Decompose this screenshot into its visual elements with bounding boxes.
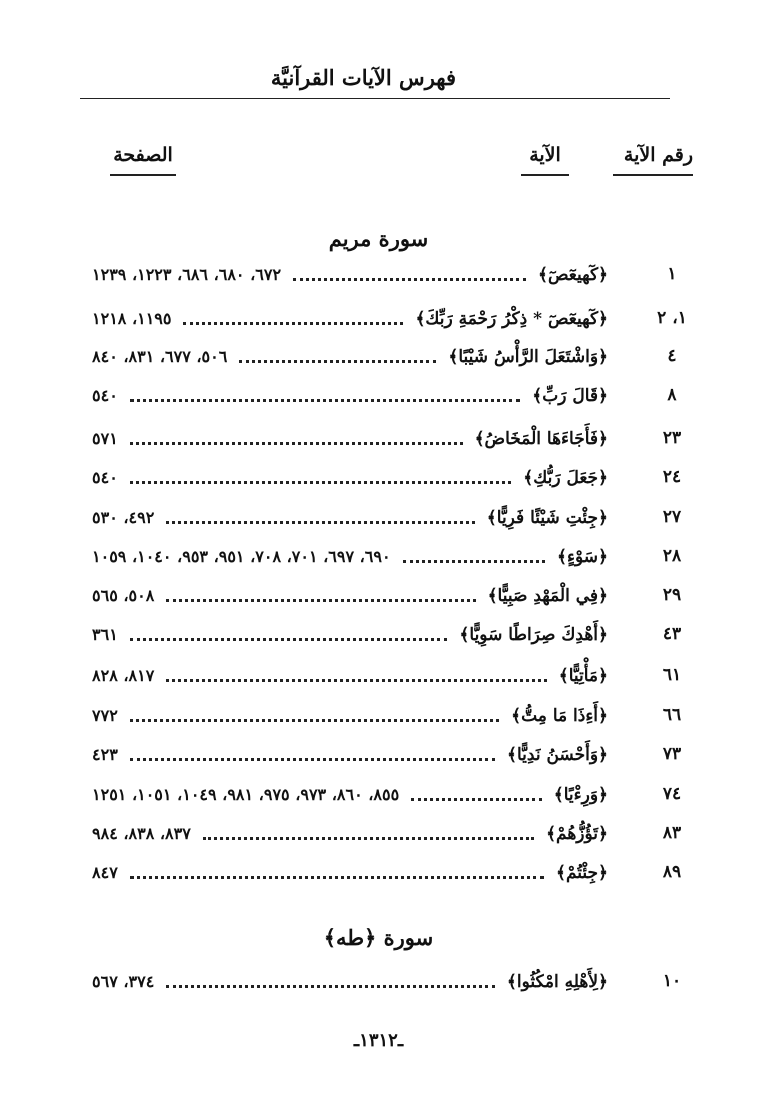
page-references: ٥٧١ [92, 428, 118, 448]
ayah-text: ﴿كٓهيعٓصٓ * ذِكْرُ رَحْمَةِ رَبِّكَ﴾ [415, 308, 608, 329]
index-entry [92, 462, 692, 492]
ayah-text: ﴿قَالَ رَبِّ﴾ [532, 385, 608, 406]
ayah-number: ٦٦ [662, 705, 682, 725]
dot-leader [183, 322, 403, 325]
dot-leader [130, 638, 448, 641]
page-references: ٨١٧، ٨٢٨ [92, 665, 155, 685]
index-entry [92, 818, 692, 848]
index-entry [92, 541, 692, 571]
ayah-number: ١٠ [662, 971, 682, 991]
ayah-text: ﴿لِأَهْلِهِ امْكُثُوا﴾ [506, 971, 608, 992]
index-entry [92, 303, 692, 333]
page-references: ٤٢٣ [92, 744, 118, 764]
page-references: ٥٤٠ [92, 385, 118, 405]
ayah-text: ﴿فِي الْمَهْدِ صَبِيًّا﴾ [487, 585, 608, 606]
ayah-text: ﴿جَعَلَ رَبُّكِ﴾ [523, 467, 608, 488]
dot-leader [166, 985, 495, 988]
ayah-number: ٢٤ [662, 467, 682, 487]
column-header-page: الصفحة [110, 144, 176, 176]
page-references: ١١٩٥، ١٢١٨ [92, 308, 172, 328]
index-entry [92, 423, 692, 453]
index-entry [92, 857, 692, 887]
ayah-text: ﴿تَؤُزُّهُمْ﴾ [546, 823, 608, 844]
dot-leader [166, 599, 475, 602]
page-references: ٥٤٠ [92, 467, 118, 487]
dot-leader [403, 560, 545, 563]
page-references: ٣٦١ [92, 624, 118, 644]
index-entry [92, 660, 692, 690]
index-entry [92, 580, 692, 610]
page-number: ـ١٣١٢ـ [353, 1030, 404, 1051]
ayah-number: ١، ٢ [657, 308, 687, 328]
dot-leader [166, 521, 475, 524]
dot-leader [203, 837, 534, 840]
page-references: ٨٤٧ [92, 862, 118, 882]
column-header-ayah: الآية [521, 144, 569, 176]
ayah-text: ﴿جِئْتِ شَيْئًا فَرِيًّا﴾ [486, 507, 608, 528]
dot-leader [130, 876, 544, 879]
index-entry [92, 739, 692, 769]
column-header-ayah-number: رقم الآية [613, 144, 693, 176]
page-references: ٨٥٥، ٨٦٠، ٩٧٣، ٩٧٥، ٩٨١، ١٠٤٩، ١٠٥١، ١٢٥١ [92, 784, 400, 804]
dot-leader [239, 360, 436, 363]
index-entry [92, 619, 692, 649]
running-head-title: فهرس الآيات القرآنيَّة [270, 65, 456, 90]
ayah-number: ٢٣ [662, 428, 682, 448]
index-entry [92, 259, 692, 289]
ayah-text: ﴿كٓهيعٓصٓ﴾ [537, 264, 608, 285]
ayah-number: ٢٧ [662, 507, 682, 527]
page-references: ٦٩٠، ٦٩٧، ٧٠١، ٧٠٨، ٩٥١، ٩٥٣، ١٠٤٠، ١٠٥٩ [92, 546, 391, 566]
page-references: ٥٠٦، ٦٧٧، ٨٣١، ٨٤٠ [92, 346, 228, 366]
ayah-number: ٨٩ [662, 862, 682, 882]
ayah-number: ٦١ [662, 665, 682, 685]
index-entry [92, 700, 692, 730]
ayah-number: ٨٣ [662, 823, 682, 843]
dot-leader [293, 278, 526, 281]
ayah-text: ﴿مَأْتِيًّا﴾ [558, 665, 608, 686]
ayah-number: ١ [667, 264, 677, 284]
ayah-number: ٧٣ [662, 744, 682, 764]
ayah-text: ﴿وَأَحْسَنُ نَدِيًّا﴾ [507, 744, 608, 765]
surah-taha-title: سورة ﴿طه﴾ [323, 925, 434, 950]
page-references: ٧٧٢ [92, 705, 118, 725]
dot-leader [130, 758, 495, 761]
ayah-number: ٢٩ [662, 585, 682, 605]
ayah-number: ٧٤ [662, 784, 682, 804]
ayah-text: ﴿وَاشْتَعَلَ الرَّأْسُ شَيْبًا﴾ [448, 346, 608, 367]
page-references: ٨٣٧، ٨٣٨، ٩٨٤ [92, 823, 191, 843]
page-references: ٥٠٨، ٥٦٥ [92, 585, 155, 605]
dot-leader [166, 679, 546, 682]
ayah-text: ﴿سَوْءٍ﴾ [557, 546, 608, 567]
ayah-text: ﴿أَءِذَا مَا مِتُّ﴾ [511, 705, 608, 726]
dot-leader [130, 399, 521, 402]
page-references: ٤٩٢، ٥٣٠ [92, 507, 155, 527]
index-entry [92, 966, 692, 996]
dot-leader [130, 719, 499, 722]
index-entry [92, 779, 692, 809]
page-references: ٣٧٤، ٥٦٧ [92, 971, 155, 991]
ayah-text: ﴿جِئْتُمْ﴾ [555, 862, 608, 883]
ayah-text: ﴿فَأَجَاءَهَا الْمَخَاضُ﴾ [474, 428, 608, 449]
dot-leader [411, 798, 542, 801]
ayah-text: ﴿وَرِءْيًا﴾ [553, 784, 608, 805]
dot-leader [130, 442, 463, 445]
running-head [80, 60, 670, 99]
index-entry [92, 341, 692, 371]
index-entry [92, 502, 692, 532]
ayah-number: ٢٨ [662, 546, 682, 566]
page-references: ٦٧٢، ٦٨٠، ٦٨٦، ١٢٢٣، ١٢٣٩ [92, 264, 282, 284]
dot-leader [130, 481, 512, 484]
ayah-number: ٨ [667, 385, 677, 405]
index-entry [92, 380, 692, 410]
ayah-text: ﴿أَهْدِكَ صِرَاطًا سَوِيًّا﴾ [459, 624, 608, 645]
surah-maryam-title: سورة مريم [328, 226, 429, 251]
ayah-number: ٤٣ [662, 624, 682, 644]
ayah-number: ٤ [667, 346, 677, 366]
